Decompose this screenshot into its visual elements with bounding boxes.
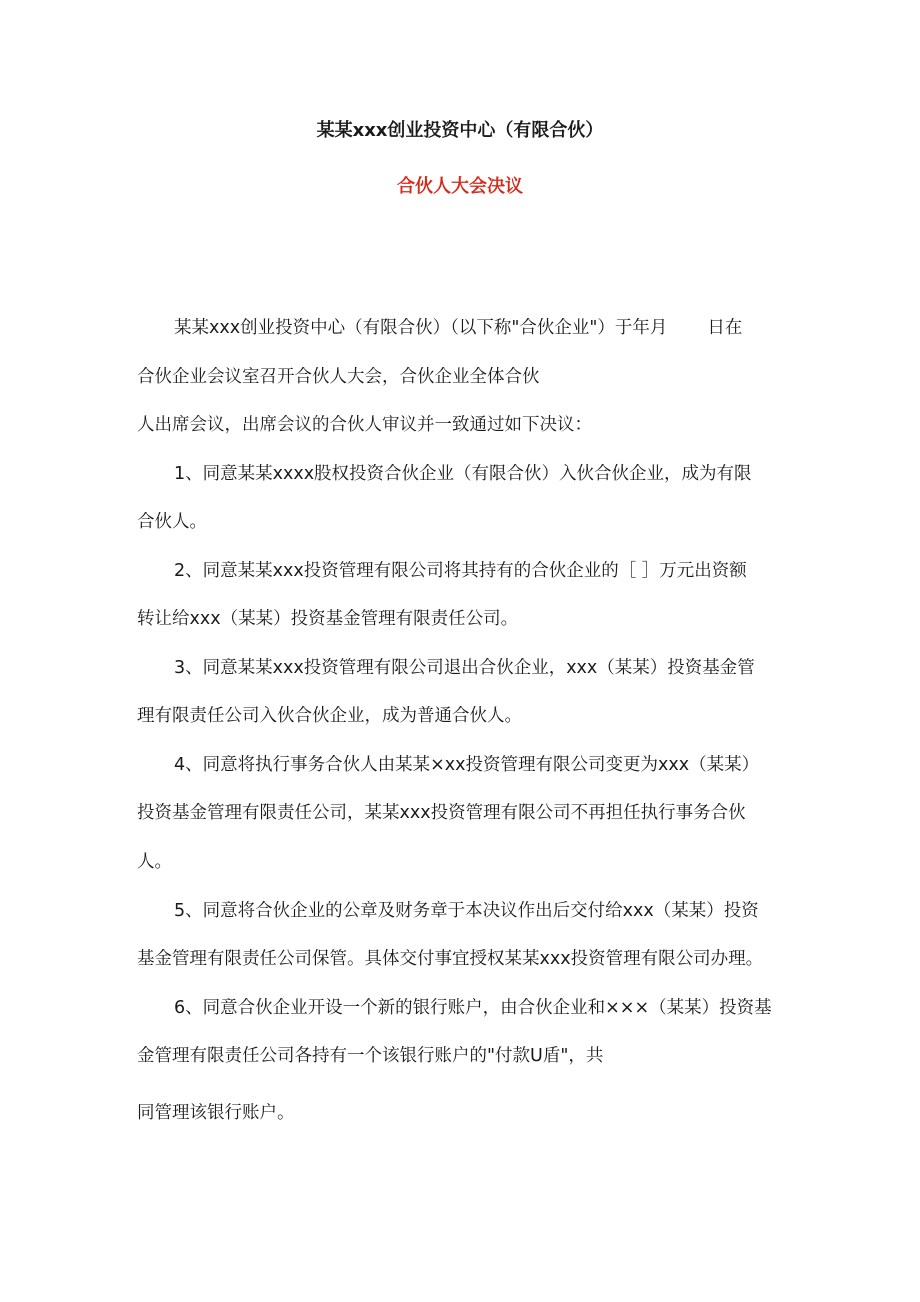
paragraph-line: 合伙人。 [137, 512, 207, 532]
paragraph-line: 人出席会议，出席会议的合伙人审议并一致通过如下决议： [137, 415, 592, 435]
paragraph-line: 同管理该银行账户。 [137, 1103, 295, 1123]
paragraph-line [174, 315, 742, 341]
document-title: 某某xxx创业投资中心（有限合伙） [316, 120, 604, 141]
intro-text: 某某xxx创业投资中心（有限合伙）（以下称"合伙企业"）于年月 [174, 318, 668, 338]
document-subtitle: 合伙人大会决议 [397, 176, 523, 197]
resolution-item-2: 2、同意某某xxx投资管理有限公司将其持有的合伙企业的［ ］万元出资额 [174, 561, 747, 581]
paragraph-line: 人。 [137, 852, 172, 872]
intro-day-text: 日在 [707, 318, 743, 338]
paragraph-line: 金管理有限责任公司各持有一个该银行账户的"付款U盾"，共 [137, 1046, 604, 1066]
resolution-item-6: 6、同意合伙企业开设一个新的银行账户，由合伙企业和×××（某某）投资基 [174, 998, 772, 1018]
paragraph-line: 理有限责任公司入伙合伙企业，成为普通合伙人。 [137, 706, 522, 726]
resolution-item-4: 4、同意将执行事务合伙人由某某×xx投资管理有限公司变更为xxx（某某） [174, 755, 760, 775]
paragraph-line: 转让给xxx（某某）投资基金管理有限责任公司。 [137, 609, 519, 629]
paragraph-line: 基金管理有限责任公司保管。具体交付事宜授权某某xxx投资管理有限公司办理。 [137, 949, 764, 969]
paragraph-line: 合伙企业会议室召开合伙人大会，合伙企业全体合伙 [137, 367, 540, 387]
paragraph-line: 投资基金管理有限责任公司，某某xxx投资管理有限公司不再担任执行事务合伙 [137, 803, 746, 823]
resolution-item-1: 1、同意某某xxxx股权投资合伙企业（有限合伙）入伙合伙企业，成为有限 [174, 464, 752, 484]
resolution-item-5: 5、同意将合伙企业的公章及财务章于本决议作出后交付给xxx（某某）投资 [174, 901, 759, 921]
resolution-item-3: 3、同意某某xxx投资管理有限公司退出合伙企业，xxx（某某）投资基金管 [174, 658, 755, 678]
